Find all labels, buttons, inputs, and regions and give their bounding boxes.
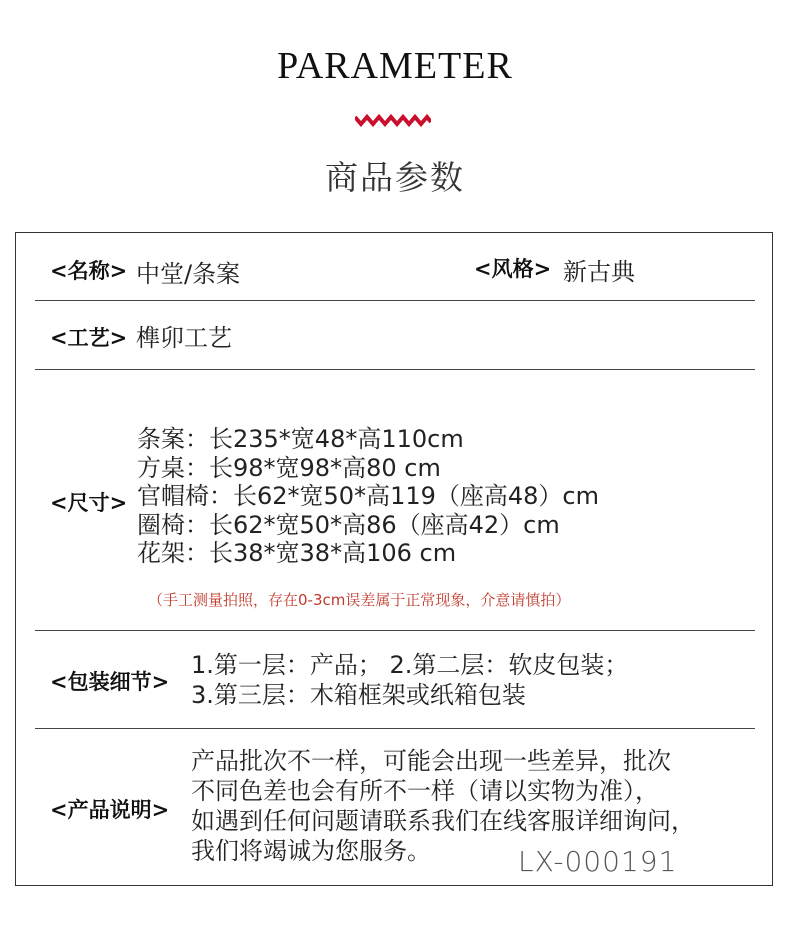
- page-title: PARAMETER: [277, 45, 513, 87]
- size-list: [137, 425, 599, 568]
- size-label: <尺寸>: [50, 490, 128, 515]
- style-value: 新古典: [563, 258, 635, 286]
- description-label: <产品说明>: [50, 797, 170, 822]
- description-line: 产品批次不一样，可能会出现一些差异，批次: [191, 747, 671, 775]
- description-line: 如遇到任何问题请联系我们在线客服详细询问，: [191, 807, 695, 835]
- row-divider: [35, 630, 755, 631]
- page-subtitle: 商品参数: [325, 158, 465, 197]
- measurement-note: （手工测量拍照，存在0-3cm误差属于正常现象，介意请慎拍）: [148, 591, 571, 609]
- packaging-line: 1.第一层：产品； 2.第二层：软皮包装；: [191, 651, 629, 679]
- row-divider: [35, 728, 755, 729]
- row-divider: [35, 300, 755, 301]
- packaging-line: 3.第三层：木箱框架或纸箱包装: [191, 681, 526, 709]
- craft-label: <工艺>: [50, 325, 128, 350]
- description-line: 不同色差也会有所不一样（请以实物为准），: [191, 777, 659, 805]
- description-line: 我们将竭诚为您服务。: [191, 837, 431, 865]
- size-item: 圈椅：长62*宽50*高86（座高42）cm: [137, 510, 560, 539]
- name-label: <名称>: [50, 258, 128, 283]
- zigzag-divider-icon: [355, 113, 431, 127]
- size-item: 花架：长38*宽38*高106 cm: [137, 539, 457, 567]
- size-item: 条案：长235*宽48*高110cm: [137, 425, 464, 453]
- packaging-label: <包装细节>: [50, 669, 170, 694]
- row-divider: [35, 369, 755, 370]
- size-item: 方桌：长98*宽98*高80 cm: [137, 453, 441, 482]
- packaging-details: [191, 650, 628, 710]
- craft-value: 榫卯工艺: [136, 324, 232, 352]
- size-item: 官帽椅：长62*宽50*高119（座高48）cm: [137, 482, 599, 510]
- product-code: LX-000191: [518, 845, 678, 878]
- style-label: <风格>: [474, 256, 552, 281]
- name-value: 中堂/条案: [136, 260, 241, 288]
